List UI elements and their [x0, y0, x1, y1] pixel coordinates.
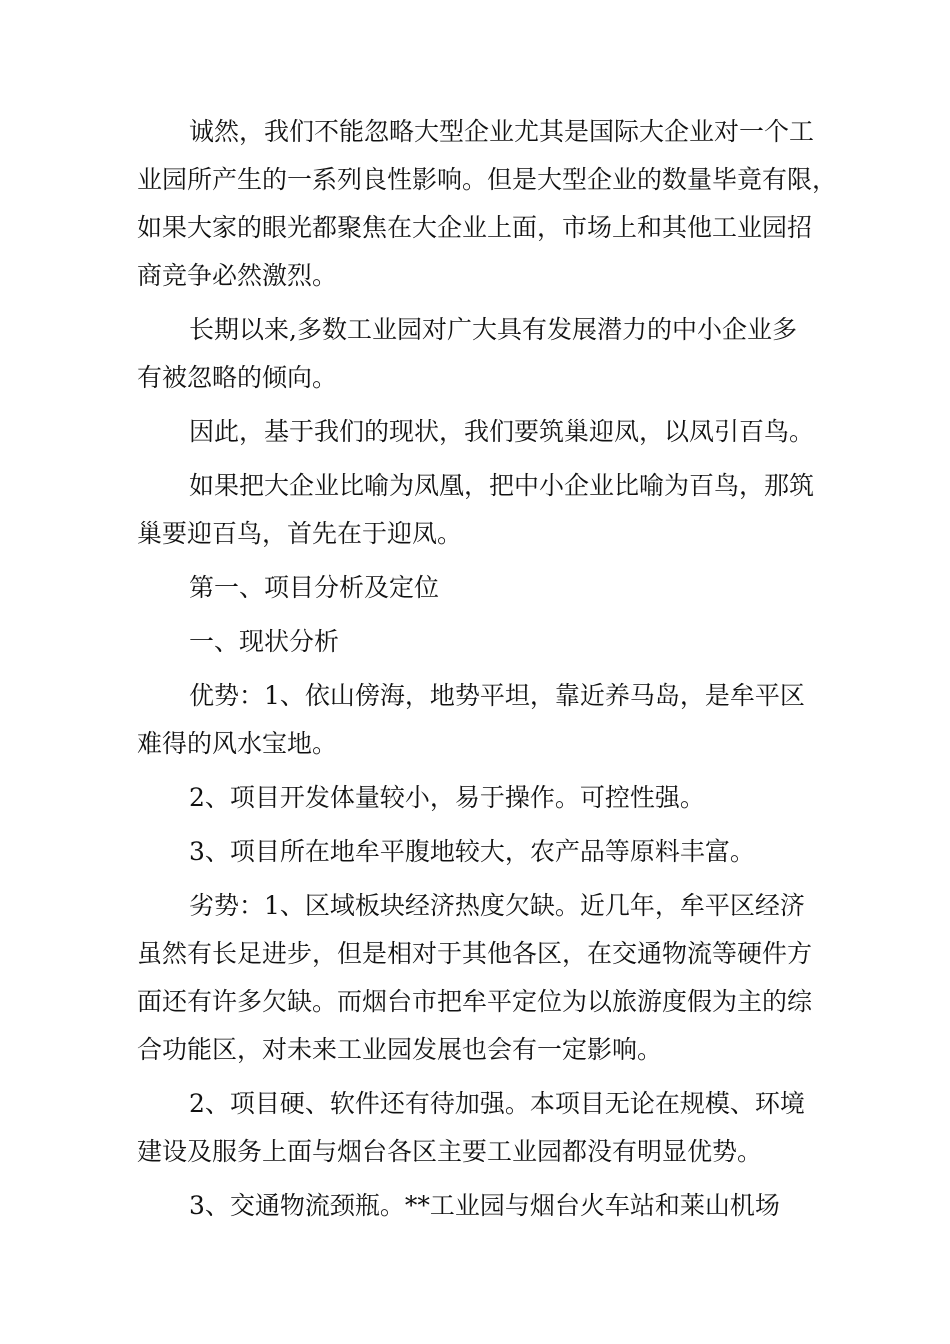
text-line: 巢要迎百鸟，首先在于迎凤。 [137, 519, 463, 548]
paragraph [137, 108, 837, 300]
text-line: 虽然有长足进步，但是相对于其他各区，在交通物流等硬件方 [137, 939, 813, 968]
paragraph [137, 672, 837, 768]
paragraph [137, 1182, 837, 1230]
paragraph [137, 1080, 837, 1176]
section-heading [137, 564, 837, 612]
text-line: 长期以来,多数工业园对广大具有发展潜力的中小企业多 [189, 315, 797, 344]
text-line: 合功能区，对未来工业园发展也会有一定影响。 [137, 1035, 663, 1064]
text-line: 有被忽略的倾向。 [137, 363, 338, 392]
paragraph [137, 306, 837, 402]
text-line: 如果大家的眼光都聚焦在大企业上面，市场上和其他工业园招 [137, 213, 813, 242]
text-line: 面还有许多欠缺。而烟台市把牟平定位为以旅游度假为主的综 [137, 987, 813, 1016]
text-line: 3、交通物流颈瓶。**工业园与烟台火车站和莱山机场 [189, 1191, 780, 1220]
text-line: 难得的风水宝地。 [137, 729, 338, 758]
text-line: 诚然，我们不能忽略大型企业尤其是国际大企业对一个工 [189, 117, 815, 146]
text-line: 2、项目硬、软件还有待加强。本项目无论在规模、环境 [189, 1089, 805, 1118]
text-line: 如果把大企业比喻为凤凰，把中小企业比喻为百鸟，那筑 [189, 471, 815, 500]
paragraph [137, 408, 837, 456]
paragraph [137, 774, 837, 822]
subsection-heading [137, 618, 837, 666]
text-line: 业园所产生的一系列良性影响。但是大型企业的数量毕竟有限， [137, 165, 838, 194]
text-line: 2、项目开发体量较小，易于操作。可控性强。 [189, 783, 705, 812]
text-line: 第一、项目分析及定位 [189, 573, 440, 602]
text-line: 建设及服务上面与烟台各区主要工业园都没有明显优势。 [137, 1137, 763, 1166]
text-line: 优势：1、依山傍海，地势平坦，靠近养马岛，是牟平区 [189, 681, 805, 710]
paragraph [137, 828, 837, 876]
paragraph [137, 882, 837, 1074]
paragraph [137, 462, 837, 558]
text-line: 劣势：1、区域板块经济热度欠缺。近几年，牟平区经济 [189, 891, 805, 920]
document-body [137, 108, 837, 1230]
text-line: 3、项目所在地牟平腹地较大，农产品等原料丰富。 [189, 837, 755, 866]
text-line: 商竞争必然激烈。 [137, 261, 338, 290]
text-line: 一、现状分析 [189, 627, 340, 656]
text-line: 因此，基于我们的现状，我们要筑巢迎凤，以凤引百鸟。 [189, 417, 815, 446]
